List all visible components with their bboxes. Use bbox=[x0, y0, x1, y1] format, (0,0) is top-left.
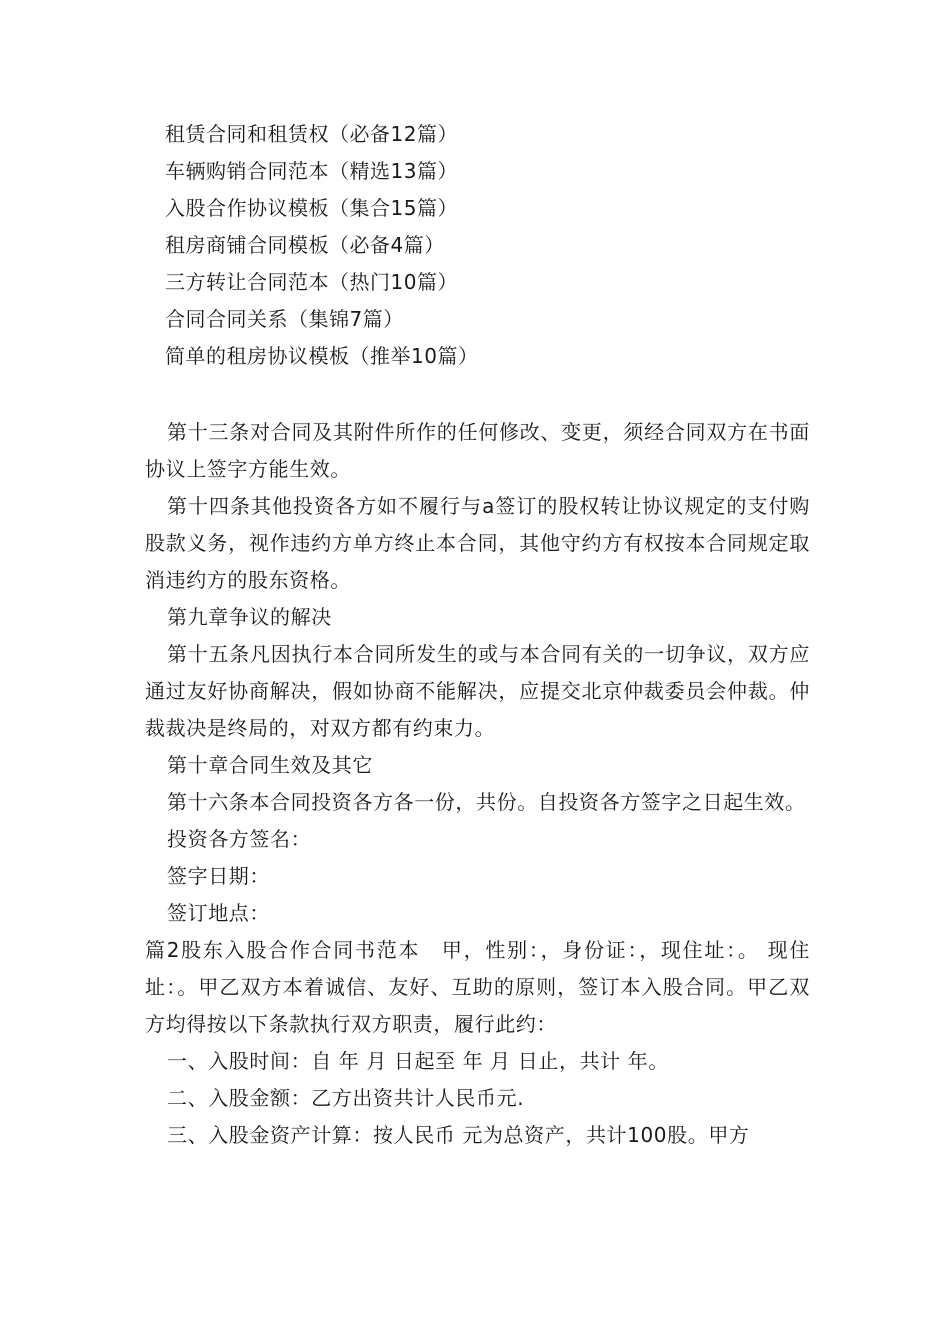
signing-date-line: 签字日期： bbox=[167, 864, 270, 888]
related-document-link[interactable]: 车辆购销合同范本（精选13篇） bbox=[165, 159, 458, 183]
article-14-paragraph: 第十四条其他投资各方如不履行与a签订的股权转让协议规定的支付购股款义务，视作违约方单方终止本合同，其他守约方有权按本合同规定取消违约方的股东资格。 bbox=[145, 494, 810, 592]
contract-body bbox=[145, 414, 810, 1154]
signing-place-line: 签订地点： bbox=[167, 901, 270, 925]
related-document-link[interactable]: 租赁合同和租赁权（必备12篇） bbox=[165, 122, 458, 146]
signatures-line: 投资各方签名： bbox=[167, 827, 312, 851]
related-document-link[interactable]: 简单的租房协议模板（推举10篇） bbox=[165, 344, 479, 368]
related-document-link[interactable]: 三方转让合同范本（热门10篇） bbox=[165, 270, 458, 294]
contract-2-intro-paragraph: 篇2股东入股合作合同书范本 甲，性别：，身份证：，现住址：。 现住址：。甲乙双方本着诚信、友好、互助的原则，签订本入股合同。甲乙双方均得按以下条款执行双方职责，履行此约： bbox=[145, 938, 810, 1036]
related-document-link[interactable]: 合同合同关系（集锦7篇） bbox=[165, 307, 404, 331]
article-13-paragraph: 第十三条对合同及其附件所作的任何修改、变更，须经合同双方在书面协议上签字方能生效。 bbox=[145, 420, 810, 481]
clause-1-paragraph: 一、入股时间：自 年 月 日起至 年 月 日止，共计 年。 bbox=[167, 1049, 669, 1073]
chapter-9-heading: 第九章争议的解决 bbox=[167, 605, 332, 629]
related-documents-list bbox=[165, 116, 805, 375]
article-16-paragraph: 第十六条本合同投资各方各一份，共份。自投资各方签字之日起生效。 bbox=[167, 790, 806, 814]
related-document-link[interactable]: 租房商铺合同模板（必备4篇） bbox=[165, 233, 445, 257]
clause-2-paragraph: 二、入股金额：乙方出资共计人民币元. bbox=[167, 1086, 525, 1110]
chapter-10-heading: 第十章合同生效及其它 bbox=[167, 753, 373, 777]
article-15-paragraph: 第十五条凡因执行本合同所发生的或与本合同有关的一切争议，双方应通过友好协商解决，假如协商不能解决，应提交北京仲裁委员会仲裁。仲裁裁决是终局的，对双方都有约束力。 bbox=[145, 642, 810, 740]
clause-3-paragraph: 三、入股金资产计算：按人民币 元为总资产，共计100股。甲方 bbox=[167, 1123, 750, 1147]
related-document-link[interactable]: 入股合作协议模板（集合15篇） bbox=[165, 196, 458, 220]
